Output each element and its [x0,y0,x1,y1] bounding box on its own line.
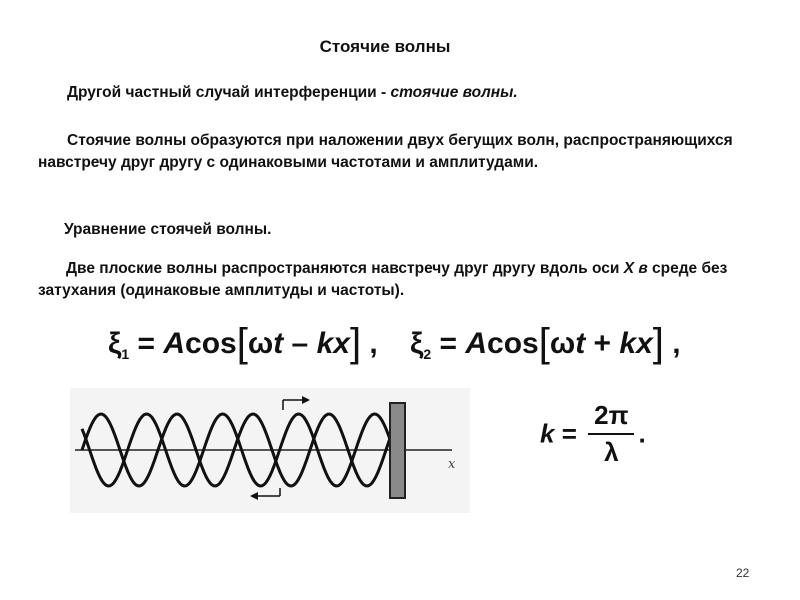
denominator: λ [604,437,619,467]
comma: , [663,327,681,360]
period: . [638,418,646,449]
operator: + [585,327,620,360]
xi-symbol: ξ [410,327,424,360]
paragraph-equation-heading: Уравнение стоячей волны. [64,221,272,238]
fraction [588,400,634,468]
kx-term: kx [619,327,653,360]
intro-text: Другой частный случай интерференции - [67,84,391,101]
omega-symbol: ω [247,327,274,360]
k-symbol: k [540,418,555,449]
time-symbol: t [575,327,586,360]
paragraph-definition [38,130,778,174]
comma: , [361,327,378,360]
definition-text: Стоячие волны образуются при наложении двух бегущих волн, распространяющихся навстречу друг другу с одинаковыми частотами и амплитудами. [38,132,733,171]
plane-waves-text-1: Две плоские волны распространяются навстречу друг другу вдоль оси [66,260,624,277]
omega-symbol: ω [549,327,576,360]
reflecting-wall [390,403,405,498]
cos-function: cos [185,327,237,360]
equation-wave-1 [108,321,378,365]
axis-label-x: x [448,457,456,472]
numerator: 2π [588,400,634,435]
plane-waves-text-2: среде без затухания (одинаковые амплитуды и частоты). [38,260,728,299]
paragraph-plane-waves [38,258,778,302]
left-bracket: [ [236,321,248,365]
intro-emphasis: стоячие волны. [390,84,518,101]
equals-sign: = [431,327,466,360]
standing-wave-figure [70,388,470,513]
paragraph-intro [67,82,518,104]
right-bracket: ] [349,321,362,365]
right-bracket: ] [652,321,664,365]
equation-wave-2 [410,321,681,365]
operator: – [283,327,317,360]
equals-sign: = [554,418,585,449]
page-title: Стоячие волны [319,37,451,56]
xi-symbol: ξ [108,327,122,360]
subscript: 1 [121,346,130,362]
time-symbol: t [273,327,284,360]
plane-waves-emphasis: X в [623,260,648,277]
subscript: 2 [423,346,432,362]
left-bracket: [ [538,321,550,365]
amplitude-symbol: A [163,327,186,360]
cos-function: cos [487,327,539,360]
kx-term: kx [316,327,350,360]
page-number: 22 [736,566,750,580]
wave-number-formula [540,400,646,468]
equals-sign: = [129,327,164,360]
amplitude-symbol: A [465,327,488,360]
